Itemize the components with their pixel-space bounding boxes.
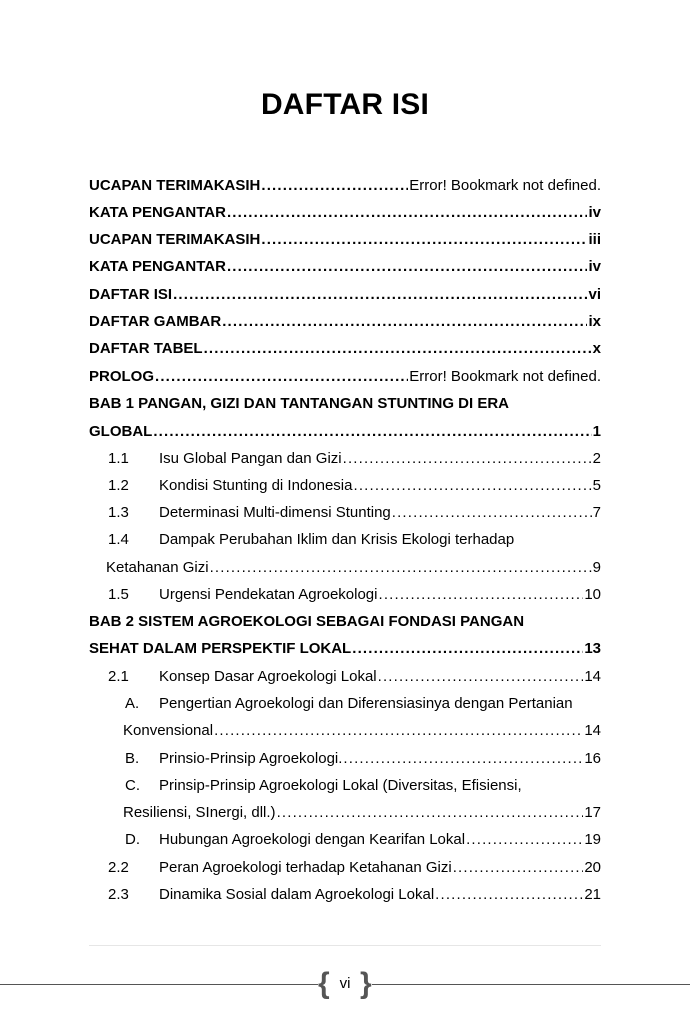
- toc-entry-title: PROLOG: [89, 368, 155, 385]
- dot-leader: [392, 504, 592, 522]
- dot-leader: [353, 477, 591, 495]
- toc-entry-title: Konvensional: [123, 722, 214, 739]
- dot-leader: [378, 586, 583, 604]
- toc-entry-title: Urgensi Pendekatan Agroekologi: [159, 586, 378, 603]
- page-number: vi: [339, 975, 351, 992]
- toc-subsection-line1[interactable]: [125, 773, 522, 795]
- toc-entry[interactable]: [108, 855, 601, 877]
- toc-entry-page: 7: [592, 504, 601, 521]
- toc-entry[interactable]: [89, 173, 601, 195]
- toc-entry-title: Ketahanan Gizi: [106, 559, 209, 576]
- toc-entry-title: Peran Agroekologi terhadap Ketahanan Gizi: [159, 859, 452, 876]
- toc-entry-title: DAFTAR TABEL: [89, 340, 203, 357]
- footer-divider: [89, 945, 601, 946]
- toc-entry-number: 2.3: [108, 886, 129, 903]
- toc-entry-page: 14: [584, 722, 601, 739]
- dot-leader: [222, 313, 587, 331]
- toc-entry[interactable]: [108, 473, 601, 495]
- dot-leader: [343, 750, 583, 768]
- toc-entry-title: Hubungan Agroekologi dengan Kearifan Lokal: [159, 831, 466, 848]
- toc-section-line1[interactable]: [108, 527, 514, 549]
- toc-entry[interactable]: [125, 827, 601, 849]
- toc-subsection-line1[interactable]: [125, 691, 573, 713]
- toc-chapter-title-line1[interactable]: BAB 2 SISTEM AGROEKOLOGI SEBAGAI FONDASI PANGAN: [89, 613, 525, 630]
- footer-brace-left: {: [318, 967, 330, 1000]
- toc-entry-title: Prinsio-Prinsip Agroekologi.: [159, 750, 343, 767]
- toc-entry-page: 16: [584, 750, 601, 767]
- toc-entry[interactable]: [108, 500, 601, 522]
- toc-entry-number: 1.3: [108, 504, 129, 521]
- page-title: DAFTAR ISI: [260, 88, 430, 121]
- toc-entry-number: D.: [125, 831, 140, 848]
- toc-entry-page: vi: [588, 286, 601, 303]
- dot-leader: [453, 859, 584, 877]
- toc-entry-number: 2.1: [108, 668, 129, 685]
- dot-leader: [466, 831, 583, 849]
- toc-entry-title: UCAPAN TERIMAKASIH: [89, 177, 261, 194]
- toc-entry-number: C.: [125, 777, 140, 794]
- toc-entry-number: 1.1: [108, 450, 129, 467]
- toc-entry[interactable]: [123, 718, 601, 740]
- footer-rule-right: [372, 984, 690, 985]
- toc-entry-page: 21: [584, 886, 601, 903]
- dot-leader: [261, 177, 408, 195]
- toc-entry-page: 2: [592, 450, 601, 467]
- toc-entry[interactable]: [89, 254, 601, 276]
- toc-entry[interactable]: [89, 200, 601, 222]
- dot-leader: [173, 286, 587, 304]
- footer-rule-left: [0, 984, 318, 985]
- dot-leader: [227, 204, 588, 222]
- toc-entry-page: 20: [584, 859, 601, 876]
- dot-leader: [204, 340, 592, 358]
- dot-leader: [261, 231, 587, 249]
- toc-entry[interactable]: [89, 364, 601, 386]
- dot-leader: [153, 423, 591, 441]
- toc-entry-title: Resiliensi, SInergi, dll.): [123, 804, 276, 821]
- toc-entry-title: Konsep Dasar Agroekologi Lokal: [159, 668, 377, 685]
- dot-leader: [343, 450, 592, 468]
- footer-brace-right: }: [360, 967, 372, 1000]
- toc-entry-number: 1.2: [108, 477, 129, 494]
- toc-entry-number: 2.2: [108, 859, 129, 876]
- toc-entry[interactable]: [108, 664, 601, 686]
- toc-entry-title: Kondisi Stunting di Indonesia: [159, 477, 353, 494]
- toc-entry-title: KATA PENGANTAR: [89, 258, 226, 275]
- toc-entry-number: A.: [125, 695, 140, 712]
- toc-entry-title: KATA PENGANTAR: [89, 204, 226, 221]
- toc-entry[interactable]: [89, 419, 601, 441]
- toc-entry[interactable]: [106, 555, 601, 577]
- toc-entry-page: 14: [584, 668, 601, 685]
- toc-entry-page: 1: [592, 423, 601, 440]
- toc-entry-page: Error! Bookmark not defined.: [409, 177, 601, 194]
- toc-entry-title: Dinamika Sosial dalam Agroekologi Lokal: [159, 886, 435, 903]
- toc-entry-title: UCAPAN TERIMAKASIH: [89, 231, 261, 248]
- dot-leader: [352, 640, 583, 658]
- dot-leader: [155, 368, 408, 386]
- dot-leader: [435, 886, 583, 904]
- dot-leader: [277, 804, 584, 822]
- toc-entry-title: DAFTAR ISI: [89, 286, 173, 303]
- toc-entry-title: SEHAT DALAM PERSPEKTIF LOKAL: [89, 640, 352, 657]
- toc-entry-title: GLOBAL: [89, 423, 153, 440]
- toc-entry[interactable]: [89, 309, 601, 331]
- toc-entry-page: iv: [588, 204, 601, 221]
- toc-entry-title: Pengertian Agroekologi dan Diferensiasinya dengan Pertanian: [159, 695, 573, 712]
- toc-entry[interactable]: [108, 446, 601, 468]
- toc-entry[interactable]: [89, 227, 601, 249]
- toc-entry-number: B.: [125, 750, 140, 767]
- toc-entry-page: 9: [592, 559, 601, 576]
- toc-entry-title: Isu Global Pangan dan Gizi: [159, 450, 342, 467]
- dot-leader: [227, 258, 588, 276]
- toc-entry-title: Determinasi Multi-dimensi Stunting: [159, 504, 391, 521]
- toc-chapter-title-line1[interactable]: BAB 1 PANGAN, GIZI DAN TANTANGAN STUNTING DI ERA: [89, 395, 509, 412]
- toc-entry[interactable]: [89, 636, 601, 658]
- toc-entry-page: 19: [584, 831, 601, 848]
- toc-entry[interactable]: [123, 800, 601, 822]
- toc-entry-title: Prinsip-Prinsip Agroekologi Lokal (Diversitas, Efisiensi,: [159, 777, 522, 794]
- toc-entry-page: 10: [584, 586, 601, 603]
- toc-entry-title: Dampak Perubahan Iklim dan Krisis Ekologi terhadap: [159, 531, 515, 548]
- toc-entry[interactable]: [108, 882, 601, 904]
- toc-entry-number: 1.5: [108, 586, 129, 603]
- toc-entry-number: 1.4: [108, 531, 129, 548]
- toc-entry[interactable]: [89, 282, 601, 304]
- toc-entry-page: x: [592, 340, 601, 357]
- toc-entry[interactable]: [125, 746, 601, 768]
- toc-entry[interactable]: [89, 336, 601, 358]
- toc-entry[interactable]: [108, 582, 601, 604]
- toc-entry-page: 13: [584, 640, 601, 657]
- toc-entry-page: 17: [584, 804, 601, 821]
- toc-entry-page: Error! Bookmark not defined.: [409, 368, 601, 385]
- toc-entry-page: 5: [592, 477, 601, 494]
- dot-leader: [214, 722, 583, 740]
- dot-leader: [210, 559, 592, 577]
- toc-entry-page: iii: [588, 231, 601, 248]
- toc-entry-title: DAFTAR GAMBAR: [89, 313, 222, 330]
- toc-entry-page: iv: [588, 258, 601, 275]
- toc-entry-page: ix: [588, 313, 601, 330]
- dot-leader: [378, 668, 584, 686]
